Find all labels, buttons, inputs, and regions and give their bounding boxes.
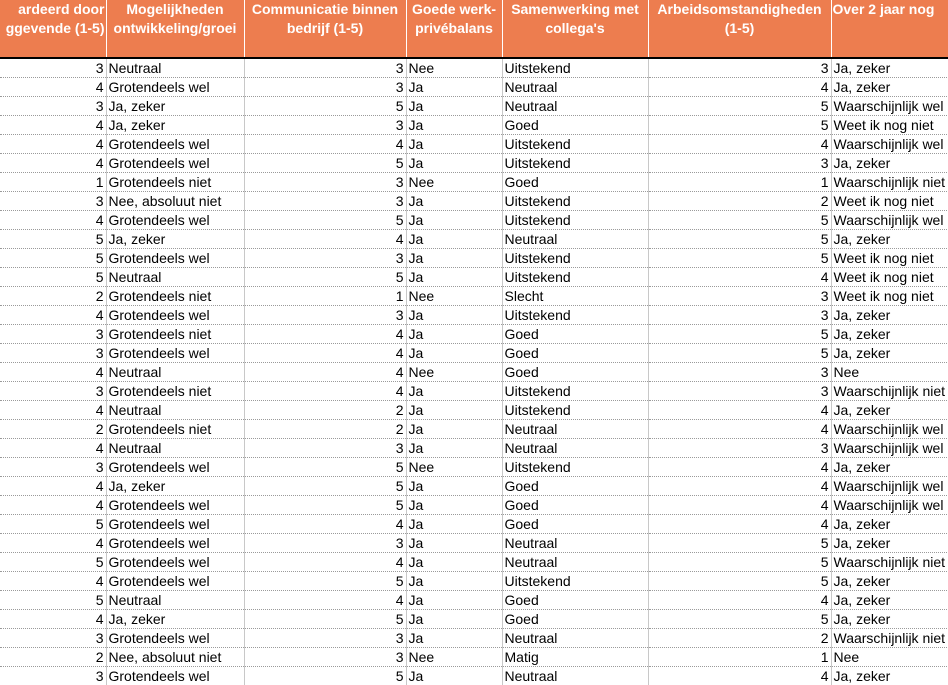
table-row <box>0 97 948 116</box>
communication-cell[interactable]: 5 <box>244 572 406 591</box>
balance-cell[interactable]: Ja <box>406 211 502 230</box>
rating-cell[interactable]: 4 <box>0 496 106 515</box>
table-row <box>0 572 948 591</box>
future-cell[interactable]: Waarschijnlijk wel <box>831 477 948 496</box>
communication-cell[interactable]: 5 <box>244 154 406 173</box>
collaboration-cell[interactable]: Uitstekend <box>502 401 648 420</box>
future-cell[interactable]: Ja, zeker <box>831 344 948 363</box>
collaboration-cell[interactable]: Uitstekend <box>502 58 648 78</box>
future-cell[interactable]: Waarschijnlijk wel <box>831 439 948 458</box>
balance-cell[interactable]: Ja <box>406 192 502 211</box>
communication-cell[interactable]: 5 <box>244 97 406 116</box>
balance-cell[interactable]: Nee <box>406 363 502 382</box>
rating-cell[interactable]: 5 <box>0 268 106 287</box>
communication-cell[interactable]: 3 <box>244 58 406 78</box>
table-row <box>0 154 948 173</box>
development-cell[interactable]: Grotendeels wel <box>106 249 244 268</box>
communication-cell[interactable]: 3 <box>244 173 406 192</box>
collaboration-cell[interactable]: Neutraal <box>502 230 648 249</box>
communication-cell[interactable]: 2 <box>244 401 406 420</box>
collaboration-cell[interactable]: Uitstekend <box>502 572 648 591</box>
table-row <box>0 534 948 553</box>
development-cell[interactable]: Grotendeels wel <box>106 458 244 477</box>
balance-cell[interactable]: Ja <box>406 230 502 249</box>
future-cell[interactable]: Weet ik nog niet <box>831 116 948 135</box>
balance-cell[interactable]: Nee <box>406 173 502 192</box>
collaboration-cell[interactable]: Goed <box>502 515 648 534</box>
table-row <box>0 363 948 382</box>
balance-cell[interactable]: Ja <box>406 249 502 268</box>
collaboration-cell[interactable]: Goed <box>502 610 648 629</box>
rating-cell[interactable]: 5 <box>0 249 106 268</box>
header-label: Mogelijkheden ontwikkeling/groei <box>113 1 237 36</box>
rating-cell[interactable]: 4 <box>0 154 106 173</box>
development-cell[interactable]: Grotendeels wel <box>106 667 244 685</box>
collaboration-cell[interactable]: Neutraal <box>502 629 648 648</box>
future-cell[interactable]: Nee <box>831 363 948 382</box>
future-cell[interactable]: Ja, zeker <box>831 325 948 344</box>
future-cell[interactable]: Waarschijnlijk niet <box>831 173 948 192</box>
balance-cell[interactable]: Ja <box>406 439 502 458</box>
conditions-cell[interactable]: 4 <box>648 268 831 287</box>
conditions-cell[interactable]: 5 <box>648 230 831 249</box>
balance-cell[interactable]: Ja <box>406 515 502 534</box>
development-cell[interactable]: Nee, absoluut niet <box>106 192 244 211</box>
communication-cell[interactable]: 3 <box>244 116 406 135</box>
development-cell[interactable]: Grotendeels wel <box>106 211 244 230</box>
collaboration-cell[interactable]: Matig <box>502 648 648 667</box>
development-cell[interactable]: Ja, zeker <box>106 97 244 116</box>
table-row <box>0 135 948 154</box>
development-cell[interactable]: Neutraal <box>106 363 244 382</box>
development-cell[interactable]: Grotendeels wel <box>106 572 244 591</box>
rating-cell[interactable]: 1 <box>0 173 106 192</box>
table-row <box>0 648 948 667</box>
future-cell[interactable]: Weet ik nog niet <box>831 192 948 211</box>
table-row <box>0 496 948 515</box>
communication-cell[interactable]: 3 <box>244 439 406 458</box>
table-row <box>0 344 948 363</box>
balance-cell[interactable]: Ja <box>406 477 502 496</box>
rating-cell[interactable]: 2 <box>0 420 106 439</box>
conditions-cell[interactable]: 5 <box>648 610 831 629</box>
conditions-cell[interactable]: 3 <box>648 306 831 325</box>
conditions-cell[interactable]: 3 <box>648 382 831 401</box>
future-cell[interactable]: Waarschijnlijk niet <box>831 382 948 401</box>
development-cell[interactable]: Ja, zeker <box>106 116 244 135</box>
communication-cell[interactable]: 4 <box>244 553 406 572</box>
future-cell[interactable]: Ja, zeker <box>831 401 948 420</box>
header-cell-collaboration[interactable] <box>502 0 648 58</box>
table-row <box>0 306 948 325</box>
development-cell[interactable]: Grotendeels niet <box>106 173 244 192</box>
rating-cell[interactable]: 5 <box>0 591 106 610</box>
development-cell[interactable]: Neutraal <box>106 268 244 287</box>
collaboration-cell[interactable]: Goed <box>502 591 648 610</box>
future-cell[interactable]: Ja, zeker <box>831 154 948 173</box>
table-row <box>0 230 948 249</box>
rating-cell[interactable]: 4 <box>0 116 106 135</box>
balance-cell[interactable]: Ja <box>406 496 502 515</box>
communication-cell[interactable]: 2 <box>244 420 406 439</box>
conditions-cell[interactable]: 3 <box>648 154 831 173</box>
rating-cell[interactable]: 4 <box>0 439 106 458</box>
conditions-cell[interactable]: 3 <box>648 363 831 382</box>
rating-cell[interactable]: 4 <box>0 363 106 382</box>
collaboration-cell[interactable]: Uitstekend <box>502 192 648 211</box>
communication-cell[interactable]: 4 <box>244 135 406 154</box>
header-cell-working-conditions[interactable] <box>648 0 831 58</box>
conditions-cell[interactable]: 5 <box>648 534 831 553</box>
conditions-cell[interactable]: 5 <box>648 116 831 135</box>
future-cell[interactable]: Waarschijnlijk niet <box>831 553 948 572</box>
rating-cell[interactable]: 2 <box>0 648 106 667</box>
communication-cell[interactable]: 3 <box>244 629 406 648</box>
conditions-cell[interactable]: 5 <box>648 211 831 230</box>
table-row <box>0 667 948 685</box>
communication-cell[interactable]: 3 <box>244 306 406 325</box>
future-cell[interactable]: Weet ik nog niet <box>831 268 948 287</box>
development-cell[interactable]: Grotendeels wel <box>106 135 244 154</box>
conditions-cell[interactable]: 3 <box>648 439 831 458</box>
collaboration-cell[interactable]: Neutraal <box>502 78 648 97</box>
table-row <box>0 192 948 211</box>
future-cell[interactable]: Waarschijnlijk niet <box>831 629 948 648</box>
communication-cell[interactable]: 5 <box>244 268 406 287</box>
development-cell[interactable]: Grotendeels wel <box>106 344 244 363</box>
collaboration-cell[interactable]: Slecht <box>502 287 648 306</box>
development-cell[interactable]: Ja, zeker <box>106 230 244 249</box>
balance-cell[interactable]: Nee <box>406 58 502 78</box>
conditions-cell[interactable]: 3 <box>648 58 831 78</box>
table-row <box>0 268 948 287</box>
communication-cell[interactable]: 5 <box>244 496 406 515</box>
header-cell-development[interactable] <box>106 0 244 58</box>
balance-cell[interactable]: Ja <box>406 553 502 572</box>
balance-cell[interactable]: Ja <box>406 306 502 325</box>
development-cell[interactable]: Grotendeels wel <box>106 154 244 173</box>
rating-cell[interactable]: 3 <box>0 58 106 78</box>
header-cell-rating-manager[interactable] <box>0 0 106 58</box>
future-cell[interactable]: Waarschijnlijk wel <box>831 211 948 230</box>
conditions-cell[interactable]: 4 <box>648 515 831 534</box>
future-cell[interactable]: Waarschijnlijk wel <box>831 135 948 154</box>
collaboration-cell[interactable]: Neutraal <box>502 439 648 458</box>
rating-cell[interactable]: 4 <box>0 572 106 591</box>
rating-cell[interactable]: 3 <box>0 667 106 685</box>
conditions-cell[interactable]: 4 <box>648 458 831 477</box>
balance-cell[interactable]: Ja <box>406 667 502 685</box>
future-cell[interactable]: Weet ik nog niet <box>831 249 948 268</box>
table-body <box>0 58 948 685</box>
development-cell[interactable]: Neutraal <box>106 591 244 610</box>
rating-cell[interactable]: 3 <box>0 325 106 344</box>
table-row <box>0 325 948 344</box>
rating-cell[interactable]: 4 <box>0 401 106 420</box>
rating-cell[interactable]: 4 <box>0 78 106 97</box>
future-cell[interactable]: Ja, zeker <box>831 306 948 325</box>
development-cell[interactable]: Grotendeels wel <box>106 553 244 572</box>
balance-cell[interactable]: Ja <box>406 534 502 553</box>
communication-cell[interactable]: 3 <box>244 78 406 97</box>
development-cell[interactable]: Grotendeels wel <box>106 496 244 515</box>
conditions-cell[interactable]: 4 <box>648 591 831 610</box>
balance-cell[interactable]: Ja <box>406 401 502 420</box>
table-row <box>0 78 948 97</box>
conditions-cell[interactable]: 5 <box>648 97 831 116</box>
collaboration-cell[interactable]: Goed <box>502 477 648 496</box>
development-cell[interactable]: Grotendeels niet <box>106 325 244 344</box>
table-row <box>0 591 948 610</box>
development-cell[interactable]: Grotendeels niet <box>106 287 244 306</box>
future-cell[interactable]: Ja, zeker <box>831 667 948 685</box>
header-label: Arbeidsomstandigheden (1-5) <box>657 1 822 36</box>
conditions-cell[interactable]: 4 <box>648 420 831 439</box>
rating-cell[interactable]: 3 <box>0 97 106 116</box>
future-cell[interactable]: Ja, zeker <box>831 534 948 553</box>
collaboration-cell[interactable]: Uitstekend <box>502 211 648 230</box>
conditions-cell[interactable]: 5 <box>648 325 831 344</box>
table-row <box>0 173 948 192</box>
collaboration-cell[interactable]: Goed <box>502 496 648 515</box>
table-row <box>0 553 948 572</box>
conditions-cell[interactable]: 5 <box>648 344 831 363</box>
conditions-cell[interactable]: 4 <box>648 401 831 420</box>
collaboration-cell[interactable]: Uitstekend <box>502 306 648 325</box>
development-cell[interactable]: Ja, zeker <box>106 610 244 629</box>
communication-cell[interactable]: 1 <box>244 287 406 306</box>
future-cell[interactable]: Waarschijnlijk wel <box>831 496 948 515</box>
header-label: Goede werk- privébalans <box>411 1 497 36</box>
communication-cell[interactable]: 4 <box>244 515 406 534</box>
future-cell[interactable]: Ja, zeker <box>831 515 948 534</box>
rating-cell[interactable]: 4 <box>0 610 106 629</box>
header-cell-work-life-balance[interactable] <box>406 0 502 58</box>
development-cell[interactable]: Grotendeels wel <box>106 78 244 97</box>
table-row <box>0 58 948 78</box>
collaboration-cell[interactable]: Uitstekend <box>502 135 648 154</box>
balance-cell[interactable]: Ja <box>406 268 502 287</box>
development-cell[interactable]: Grotendeels wel <box>106 534 244 553</box>
collaboration-cell[interactable]: Neutraal <box>502 97 648 116</box>
conditions-cell[interactable]: 4 <box>648 496 831 515</box>
balance-cell[interactable]: Ja <box>406 629 502 648</box>
rating-cell[interactable]: 3 <box>0 458 106 477</box>
rating-cell[interactable]: 4 <box>0 135 106 154</box>
communication-cell[interactable]: 3 <box>244 648 406 667</box>
future-cell[interactable]: Ja, zeker <box>831 610 948 629</box>
table-row <box>0 420 948 439</box>
future-cell[interactable]: Waarschijnlijk wel <box>831 420 948 439</box>
conditions-cell[interactable]: 1 <box>648 648 831 667</box>
conditions-cell[interactable]: 4 <box>648 477 831 496</box>
rating-cell[interactable]: 2 <box>0 287 106 306</box>
communication-cell[interactable]: 5 <box>244 610 406 629</box>
balance-cell[interactable]: Ja <box>406 116 502 135</box>
development-cell[interactable]: Grotendeels niet <box>106 382 244 401</box>
collaboration-cell[interactable]: Uitstekend <box>502 154 648 173</box>
collaboration-cell[interactable]: Neutraal <box>502 534 648 553</box>
collaboration-cell[interactable]: Uitstekend <box>502 249 648 268</box>
table-row <box>0 515 948 534</box>
collaboration-cell[interactable]: Neutraal <box>502 553 648 572</box>
collaboration-cell[interactable]: Uitstekend <box>502 382 648 401</box>
header-cell-communication[interactable] <box>244 0 406 58</box>
collaboration-cell[interactable]: Goed <box>502 344 648 363</box>
conditions-cell[interactable]: 1 <box>648 173 831 192</box>
balance-cell[interactable]: Ja <box>406 610 502 629</box>
balance-cell[interactable]: Ja <box>406 78 502 97</box>
table-row <box>0 116 948 135</box>
future-cell[interactable]: Ja, zeker <box>831 572 948 591</box>
collaboration-cell[interactable]: Goed <box>502 363 648 382</box>
future-cell[interactable]: Nee <box>831 648 948 667</box>
balance-cell[interactable]: Nee <box>406 458 502 477</box>
development-cell[interactable]: Ja, zeker <box>106 477 244 496</box>
balance-cell[interactable]: Ja <box>406 154 502 173</box>
future-cell[interactable]: Ja, zeker <box>831 458 948 477</box>
collaboration-cell[interactable]: Goed <box>502 325 648 344</box>
collaboration-cell[interactable]: Goed <box>502 173 648 192</box>
balance-cell[interactable]: Ja <box>406 135 502 154</box>
header-row <box>0 0 948 58</box>
table-row <box>0 287 948 306</box>
balance-cell[interactable]: Nee <box>406 287 502 306</box>
balance-cell[interactable]: Ja <box>406 591 502 610</box>
future-cell[interactable]: Ja, zeker <box>831 591 948 610</box>
future-cell[interactable]: Weet ik nog niet <box>831 287 948 306</box>
conditions-cell[interactable]: 4 <box>648 78 831 97</box>
communication-cell[interactable]: 5 <box>244 667 406 685</box>
development-cell[interactable]: Neutraal <box>106 401 244 420</box>
balance-cell[interactable]: Ja <box>406 97 502 116</box>
future-cell[interactable]: Waarschijnlijk wel <box>831 97 948 116</box>
future-cell[interactable]: Ja, zeker <box>831 78 948 97</box>
communication-cell[interactable]: 4 <box>244 344 406 363</box>
header-label: Over 2 jaar nog <box>832 1 935 17</box>
conditions-cell[interactable]: 5 <box>648 553 831 572</box>
communication-cell[interactable]: 3 <box>244 534 406 553</box>
table-row <box>0 629 948 648</box>
conditions-cell[interactable]: 4 <box>648 667 831 685</box>
communication-cell[interactable]: 3 <box>244 192 406 211</box>
communication-cell[interactable]: 4 <box>244 363 406 382</box>
table-row <box>0 439 948 458</box>
development-cell[interactable]: Grotendeels wel <box>106 306 244 325</box>
table-row <box>0 610 948 629</box>
future-cell[interactable]: Ja, zeker <box>831 230 948 249</box>
rating-cell[interactable]: 5 <box>0 515 106 534</box>
rating-cell[interactable]: 3 <box>0 629 106 648</box>
rating-cell[interactable]: 3 <box>0 192 106 211</box>
table-row <box>0 211 948 230</box>
development-cell[interactable]: Grotendeels wel <box>106 515 244 534</box>
development-cell[interactable]: Grotendeels wel <box>106 629 244 648</box>
rating-cell[interactable]: 3 <box>0 344 106 363</box>
header-label: Samenwerking met collega's <box>511 1 639 36</box>
conditions-cell[interactable]: 3 <box>648 287 831 306</box>
rating-cell[interactable]: 5 <box>0 553 106 572</box>
rating-cell[interactable]: 3 <box>0 382 106 401</box>
communication-cell[interactable]: 4 <box>244 382 406 401</box>
collaboration-cell[interactable]: Uitstekend <box>502 268 648 287</box>
communication-cell[interactable]: 4 <box>244 230 406 249</box>
rating-cell[interactable]: 4 <box>0 211 106 230</box>
table-row <box>0 458 948 477</box>
rating-cell[interactable]: 5 <box>0 230 106 249</box>
rating-cell[interactable]: 4 <box>0 306 106 325</box>
balance-cell[interactable]: Ja <box>406 572 502 591</box>
header-label: ardeerd door ggevende (1-5) <box>5 1 105 36</box>
header-label: Communicatie binnen bedrijf (1-5) <box>251 1 399 36</box>
collaboration-cell[interactable]: Neutraal <box>502 667 648 685</box>
header-cell-in-two-years[interactable] <box>831 0 948 58</box>
development-cell[interactable]: Nee, absoluut niet <box>106 648 244 667</box>
development-cell[interactable]: Neutraal <box>106 439 244 458</box>
communication-cell[interactable]: 5 <box>244 477 406 496</box>
table-row <box>0 477 948 496</box>
communication-cell[interactable]: 5 <box>244 458 406 477</box>
conditions-cell[interactable]: 2 <box>648 192 831 211</box>
rating-cell[interactable]: 4 <box>0 477 106 496</box>
communication-cell[interactable]: 5 <box>244 211 406 230</box>
balance-cell[interactable]: Ja <box>406 325 502 344</box>
balance-cell[interactable]: Ja <box>406 382 502 401</box>
balance-cell[interactable]: Ja <box>406 344 502 363</box>
balance-cell[interactable]: Ja <box>406 420 502 439</box>
development-cell[interactable]: Grotendeels niet <box>106 420 244 439</box>
collaboration-cell[interactable]: Uitstekend <box>502 458 648 477</box>
conditions-cell[interactable]: 5 <box>648 572 831 591</box>
balance-cell[interactable]: Nee <box>406 648 502 667</box>
communication-cell[interactable]: 3 <box>244 249 406 268</box>
collaboration-cell[interactable]: Neutraal <box>502 420 648 439</box>
communication-cell[interactable]: 4 <box>244 591 406 610</box>
conditions-cell[interactable]: 5 <box>648 249 831 268</box>
future-cell[interactable]: Ja, zeker <box>831 58 948 78</box>
table-row <box>0 401 948 420</box>
conditions-cell[interactable]: 4 <box>648 135 831 154</box>
table-row <box>0 382 948 401</box>
rating-cell[interactable]: 4 <box>0 534 106 553</box>
table-row <box>0 249 948 268</box>
communication-cell[interactable]: 4 <box>244 325 406 344</box>
conditions-cell[interactable]: 2 <box>648 629 831 648</box>
development-cell[interactable]: Neutraal <box>106 58 244 78</box>
collaboration-cell[interactable]: Goed <box>502 116 648 135</box>
